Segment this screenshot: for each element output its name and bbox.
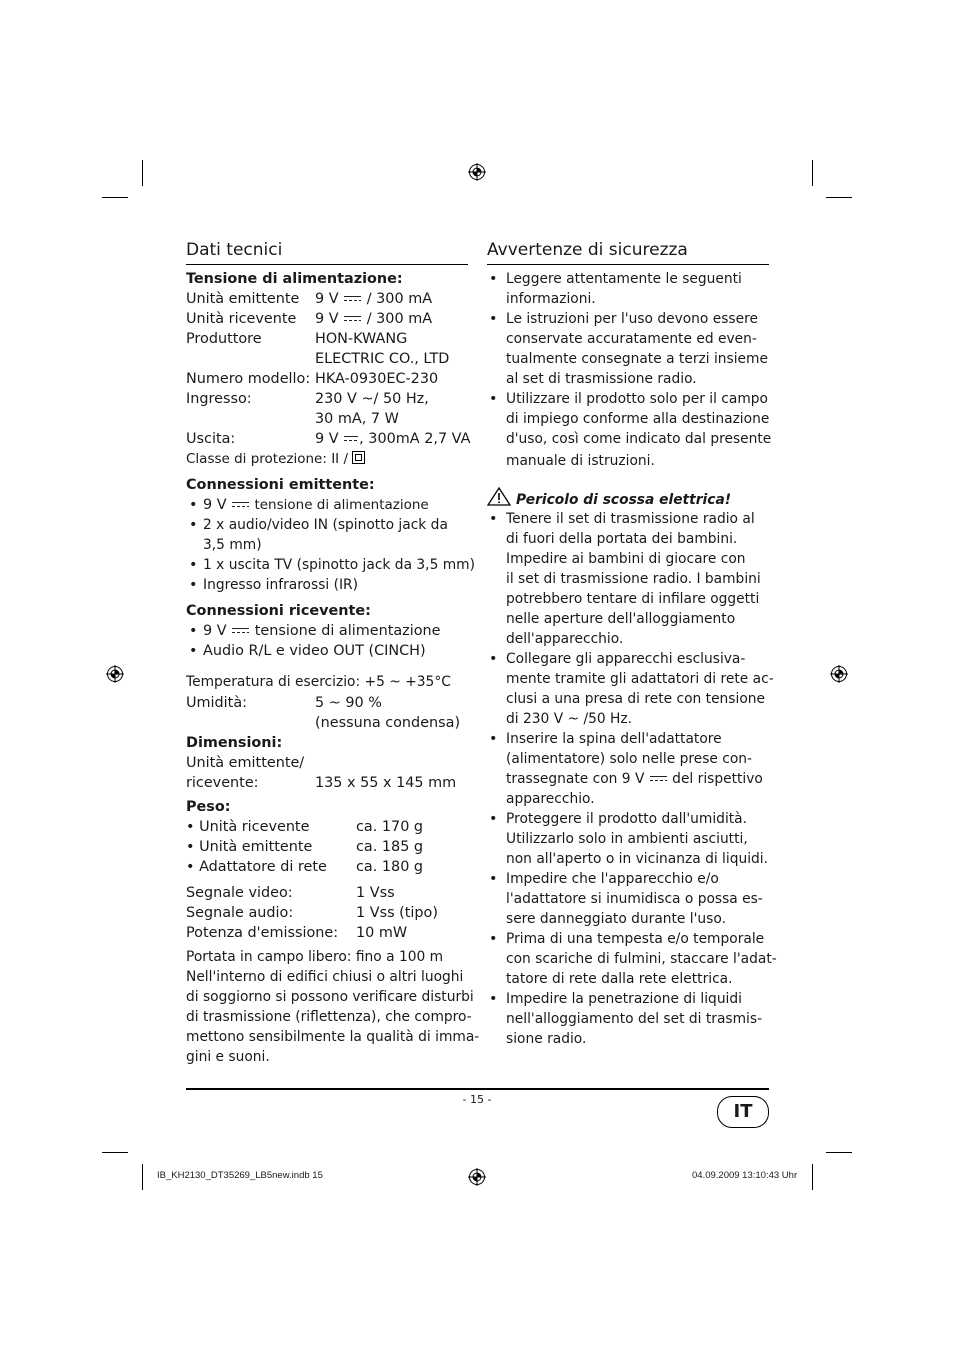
dc-symbol-icon	[232, 500, 249, 508]
spec-row	[186, 753, 468, 773]
crop-mark	[826, 1152, 852, 1153]
technical-data-section	[186, 240, 480, 1067]
spec-row	[186, 429, 471, 449]
spec-label: Ingresso:	[186, 391, 252, 407]
list-item: • Leggere attentamente le seguenti informazioni.	[489, 271, 742, 307]
page-number: - 15 -	[462, 1093, 492, 1106]
crop-mark	[102, 1152, 128, 1153]
protection-class: Classe di protezione: II /	[186, 449, 468, 469]
signal-row: Segnale audio: 1 Vss (tipo)	[186, 905, 438, 921]
dc-symbol-icon	[344, 294, 361, 302]
list-item: • Inserire la spina dell'adattatore (alimentatore) solo nelle prese con- trassegnate con 9 V del rispettivo apparecchio.	[489, 731, 763, 807]
heading-rule	[186, 264, 468, 265]
list-item: • Audio R/L e video OUT (CINCH)	[189, 643, 426, 659]
dc-symbol-icon	[232, 626, 249, 634]
operating-temperature: Temperatura di esercizio: +5 ~ +35°C	[186, 674, 451, 690]
spec-value: 230 V ~/ 50 Hz,	[315, 391, 429, 407]
dc-symbol-icon	[344, 434, 358, 442]
list-item: • 9 V tensione di alimentazione	[189, 623, 441, 639]
footer-rule	[186, 1088, 769, 1090]
spec-row	[186, 713, 468, 733]
list-item: • Le istruzioni per l'uso devono essere conservate accuratamente ed even- tualmente consegnate a terzi insieme al set di trasmissione radio.	[489, 311, 768, 387]
spec-value: 30 mA, 7 W	[315, 411, 399, 427]
heading-rule	[487, 264, 769, 265]
safety-section	[487, 240, 777, 1049]
crop-mark	[812, 160, 813, 186]
list-item: • 9 V tensione di alimentazione	[189, 497, 429, 513]
section-heading: Avvertenze di sicurezza	[487, 240, 688, 260]
crop-mark	[826, 197, 852, 198]
list-item: • Impedire che l'apparecchio e/o l'adattatore si inumidisca o possa es- sere danneggiato durante l'uso.	[489, 871, 763, 927]
dc-symbol-icon	[650, 774, 667, 782]
signal-row: Potenza d'emissione: 10 mW	[186, 925, 408, 941]
list-item: • Prima di una tempesta e/o temporale con scariche di fulmini, staccare l'adat- tatore di rete dalla rete elettrica.	[489, 931, 777, 987]
list-item: • Ingresso infrarossi (IR)	[189, 577, 359, 593]
weight-row: • Adattatore di rete ca. 180 g	[186, 859, 424, 875]
double-insulation-icon	[352, 451, 365, 464]
list-item: • Tenere il set di trasmissione radio al di fuori della portata dei bambini. Impedire ai bambini di giocare con il set di trasmissione radio. I bambini potrebbero tentare di infilare oggetti nelle aperture dell'alloggiamento dell'apparecchio.	[489, 511, 761, 647]
spec-value: 135 x 55 x 145 mm	[315, 775, 457, 791]
registration-mark-icon	[468, 1168, 486, 1186]
subheading: Connessioni emittente:	[186, 477, 375, 493]
spec-value: 9 V / 300 mA	[315, 311, 433, 327]
spec-label: Umidità:	[186, 695, 247, 711]
danger-heading: Pericolo di scossa elettrica!	[487, 487, 769, 509]
spec-value: 9 V / 300 mA	[315, 291, 433, 307]
spec-value: 9 V , 300mA 2,7 VA	[315, 431, 471, 447]
spec-label: Numero modello:	[186, 371, 311, 387]
crop-mark	[142, 1164, 143, 1190]
weight-row: • Unità ricevente ca. 170 g	[186, 819, 424, 835]
spec-row	[186, 309, 468, 329]
spec-row	[186, 409, 468, 429]
signal-row: Segnale video: 1 Vss	[186, 885, 395, 901]
range-paragraph: Portata in campo libero: fino a 100 m Nell'interno di edifici chiusi o altri luoghi di soggiorno si possono verificare disturbi di trasmissione (riflettenza), che compro- mettono sensibilmente la qualità di imma- gini e suoni.	[186, 949, 480, 1065]
spec-label: ricevente:	[186, 775, 259, 791]
spec-row	[186, 693, 468, 713]
spec-row	[186, 773, 468, 793]
warning-triangle-icon	[487, 487, 511, 506]
registration-mark-icon	[830, 665, 848, 683]
spec-row	[186, 389, 468, 409]
spec-row	[186, 289, 468, 309]
crop-mark	[142, 160, 143, 186]
spec-value: HON-KWANG	[315, 331, 408, 347]
dc-symbol-icon	[344, 314, 361, 322]
subheading: Connessioni ricevente:	[186, 603, 371, 619]
subheading: Dimensioni:	[186, 735, 283, 751]
registration-mark-icon	[468, 163, 486, 181]
spec-row	[186, 349, 468, 369]
list-item: • 1 x uscita TV (spinotto jack da 3,5 mm)	[189, 557, 475, 573]
subheading: Peso:	[186, 799, 231, 815]
spec-row	[186, 329, 468, 349]
section-heading: Dati tecnici	[186, 240, 283, 260]
spec-value: ELECTRIC CO., LTD	[315, 351, 450, 367]
spec-value: (nessuna condensa)	[315, 715, 461, 731]
file-slug: IB_KH2130_DT35269_LB5new.indb 15	[157, 1170, 323, 1181]
list-item: • Proteggere il prodotto dall'umidità. Utilizzarlo solo in ambienti asciutti, non all'aperto o in vicinanza di liquidi.	[489, 811, 769, 867]
spec-label: Unità emittente	[186, 291, 300, 307]
weight-row: • Unità emittente ca. 185 g	[186, 839, 424, 855]
language-badge: IT	[717, 1096, 769, 1128]
spec-label: Unità emittente/	[186, 755, 305, 771]
list-item: • Collegare gli apparecchi esclusiva- mente tramite gli adattatori di rete ac- clusi a una presa di rete con tensione di 230 V ~ /50 Hz.	[489, 651, 774, 727]
list-item: • Utilizzare il prodotto solo per il campo di impiego conforme alla destinazione d'uso, così come indicato dal presente manuale di istruzioni.	[489, 391, 772, 469]
spec-row	[186, 369, 468, 389]
crop-mark	[812, 1164, 813, 1190]
spec-value: 5 ~ 90 %	[315, 695, 382, 711]
subheading: Tensione di alimentazione:	[186, 271, 403, 287]
list-item: • 2 x audio/video IN (spinotto jack da 3,5 mm)	[189, 517, 448, 553]
print-timestamp: 04.09.2009 13:10:43 Uhr	[692, 1170, 798, 1181]
spec-label: Unità ricevente	[186, 311, 297, 327]
registration-mark-icon	[106, 665, 124, 683]
list-item: • Impedire la penetrazione di liquidi nell'alloggiamento del set di trasmis- sione radio.	[489, 991, 763, 1047]
crop-mark	[102, 197, 128, 198]
spec-label: Produttore	[186, 331, 262, 347]
spec-label: Uscita:	[186, 431, 236, 447]
spec-value: HKA-0930EC-230	[315, 371, 439, 387]
